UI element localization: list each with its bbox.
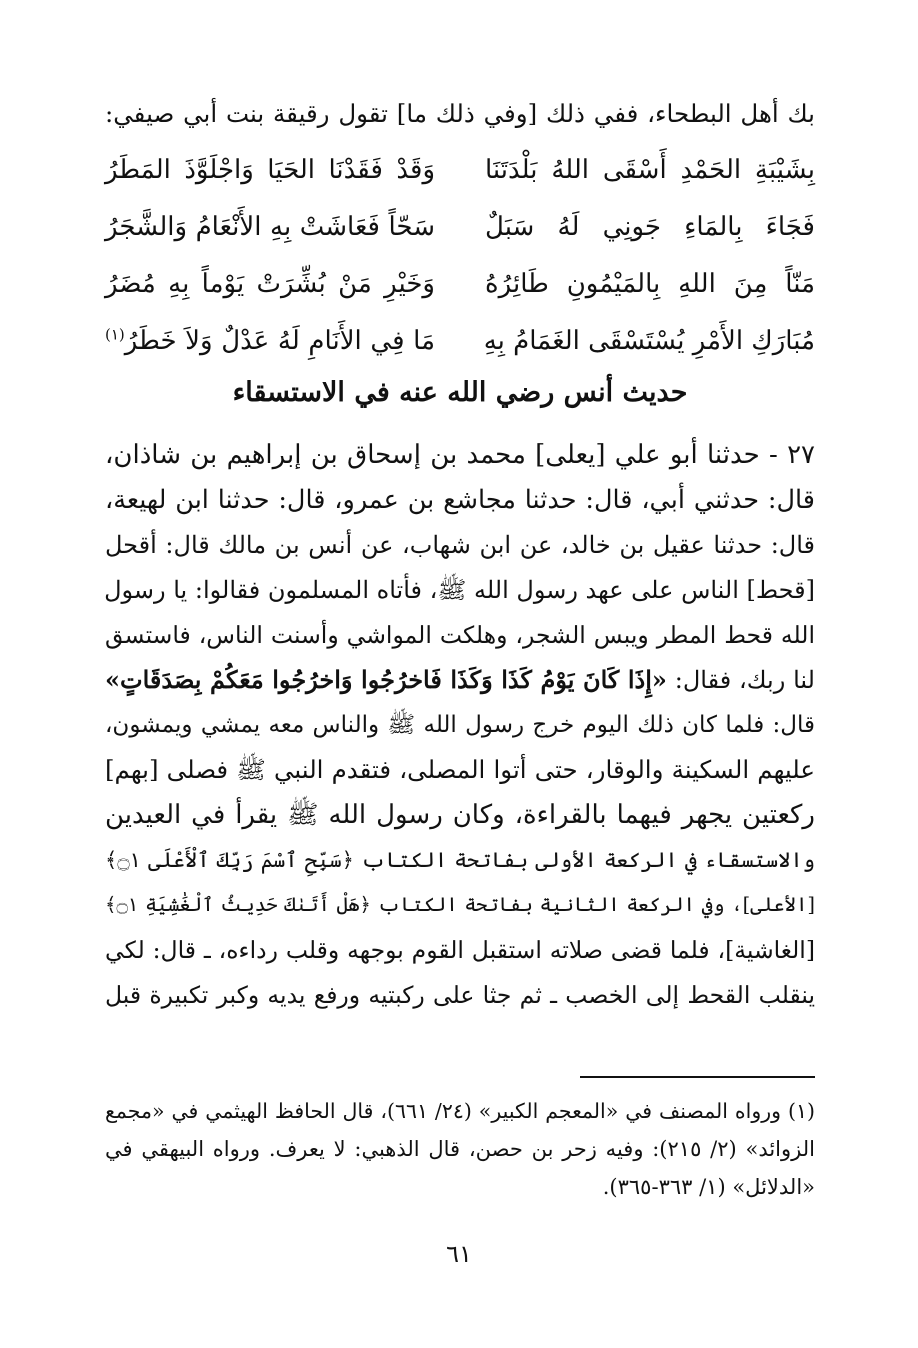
verse-first-hemistich: مَنّاً مِنَ اللهِ بِالمَيْمُونِ طَائِرُهُ <box>485 269 815 299</box>
body-line: ينقلب القحط إلى الخصب ـ ثم جثا على ركبتيه ورفع يديه وكبر تكبيرة قبل <box>105 981 815 1009</box>
page-number: ٦١ <box>446 1240 472 1268</box>
verse-first-hemistich: مُبَارَكِ الأَمْرِ يُسْتَسْقَى الغَمَامُ بِهِ <box>483 326 815 356</box>
body-text: لنا ربك، فقال: <box>674 666 815 694</box>
footnote-line: «الدلائل» (١/ ٣٦٣-٣٦٥). <box>602 1175 815 1199</box>
footnote-ref: (١) <box>105 325 125 344</box>
body-line: [قحط] الناس على عهد رسول الله ﷺ، فأتاه المسلمون فقالوا: يا رسول <box>104 576 815 604</box>
body-line: ٢٧ - حدثنا أبو علي [يعلى] محمد بن إسحاق بن إبراهيم بن شاذان، <box>105 440 815 470</box>
verse-1 <box>105 145 815 195</box>
body-line-with-quote <box>105 658 815 702</box>
body-line: عليهم السكينة والوقار، حتى أتوا المصلى، فتقدم النبي ﷺ فصلى [بهم] <box>105 755 815 784</box>
body-line: ركعتين يجهر فيهما بالقراءة، وكان رسول الله ﷺ يقرأ في العيدين <box>105 800 815 830</box>
footnote-line: (١) ورواه المصنف في «المعجم الكبير» (٢٤/ ٦٦١)، قال الحافظ الهيثمي في «مجمع <box>105 1099 815 1123</box>
verse-second-hemistich: سَحّاً فَعَاشَتْ بِهِ الأَنْعَامُ وَالشَّجَرُ <box>105 212 435 242</box>
body-line: [الأعلى]، وفي الركعة الثانية بفاتحة الكتاب ﴿هَلْ أَتَىٰكَ حَدِيثُ ٱلْغَٰشِيَةِ ۝١﴾ <box>105 893 815 916</box>
verse-text: مَا فِي الأَنَامِ لَهُ عَدْلٌ وَلاَ خَطَرُ <box>124 326 435 356</box>
footnote-line: الزوائد» (٢/ ٢١٥): وفيه زحر بن حصن، قال الذهبي: لا يعرف. ورواه البيهقي في <box>105 1137 815 1161</box>
verse-second-hemistich: وَقَدْ فَقَدْنَا الحَيَا وَاجْلَوَّذَ المَطَرُ <box>105 155 435 185</box>
intro-line: بك أهل البطحاء، ففي ذلك [وفي ذلك ما] تقول رقيقة بنت أبي صيفي: <box>105 99 815 128</box>
verse-first-hemistich: فَجَاءَ بِالمَاءِ جَونِي لَهُ سَبَلٌ <box>485 212 815 242</box>
body-line: قال: فلما كان ذلك اليوم خرج رسول الله ﷺ والناس معه يمشي ويمشون، <box>105 712 815 738</box>
section-heading: حديث أنس رضي الله عنه في الاستسقاء <box>232 377 688 408</box>
verse-second-hemistich <box>105 316 435 366</box>
body-line: قال: حدثنا عقيل بن خالد، عن ابن شهاب، عن أنس بن مالك قال: أقحل <box>105 531 815 559</box>
footnote-divider <box>580 1076 815 1078</box>
verse-first-hemistich: بِشَيْبَةِ الحَمْدِ أَسْقَى اللهُ بَلْدَتَنَا <box>485 155 815 185</box>
body-line: الله قحط المطر ويبس الشجر، وهلكت المواشي وأسنت الناس، فاستسق <box>105 621 815 649</box>
body-line: والاستسقاء في الركعة الأولى بفاتحة الكتاب ﴿سَبِّحِ ٱسْمَ رَبِّكَ ٱلْأَعْلَى ۝١﴾ <box>105 848 815 872</box>
prophet-quote: «إِذَا كَانَ يَوْمُ كَذَا وَكَذَا فَاخرُجُوا وَاخرُجُوا مَعَكُمْ بِصَدَقَاتٍ» <box>105 665 667 694</box>
verse-4 <box>105 316 815 366</box>
verse-second-hemistich: وَخَيْرِ مَنْ بُشِّرَتْ يَوْماً بِهِ مُضَرُ <box>105 269 435 299</box>
body-line: [الغاشية]، فلما قضى صلاته استقبل القوم بوجهه وقلب رداءه، ـ قال: لكي <box>105 936 815 964</box>
verse-2 <box>105 202 815 252</box>
verse-3 <box>105 259 815 309</box>
body-line: قال: حدثني أبي، قال: حدثنا مجاشع بن عمرو، قال: حدثنا ابن لهيعة، <box>105 485 815 515</box>
